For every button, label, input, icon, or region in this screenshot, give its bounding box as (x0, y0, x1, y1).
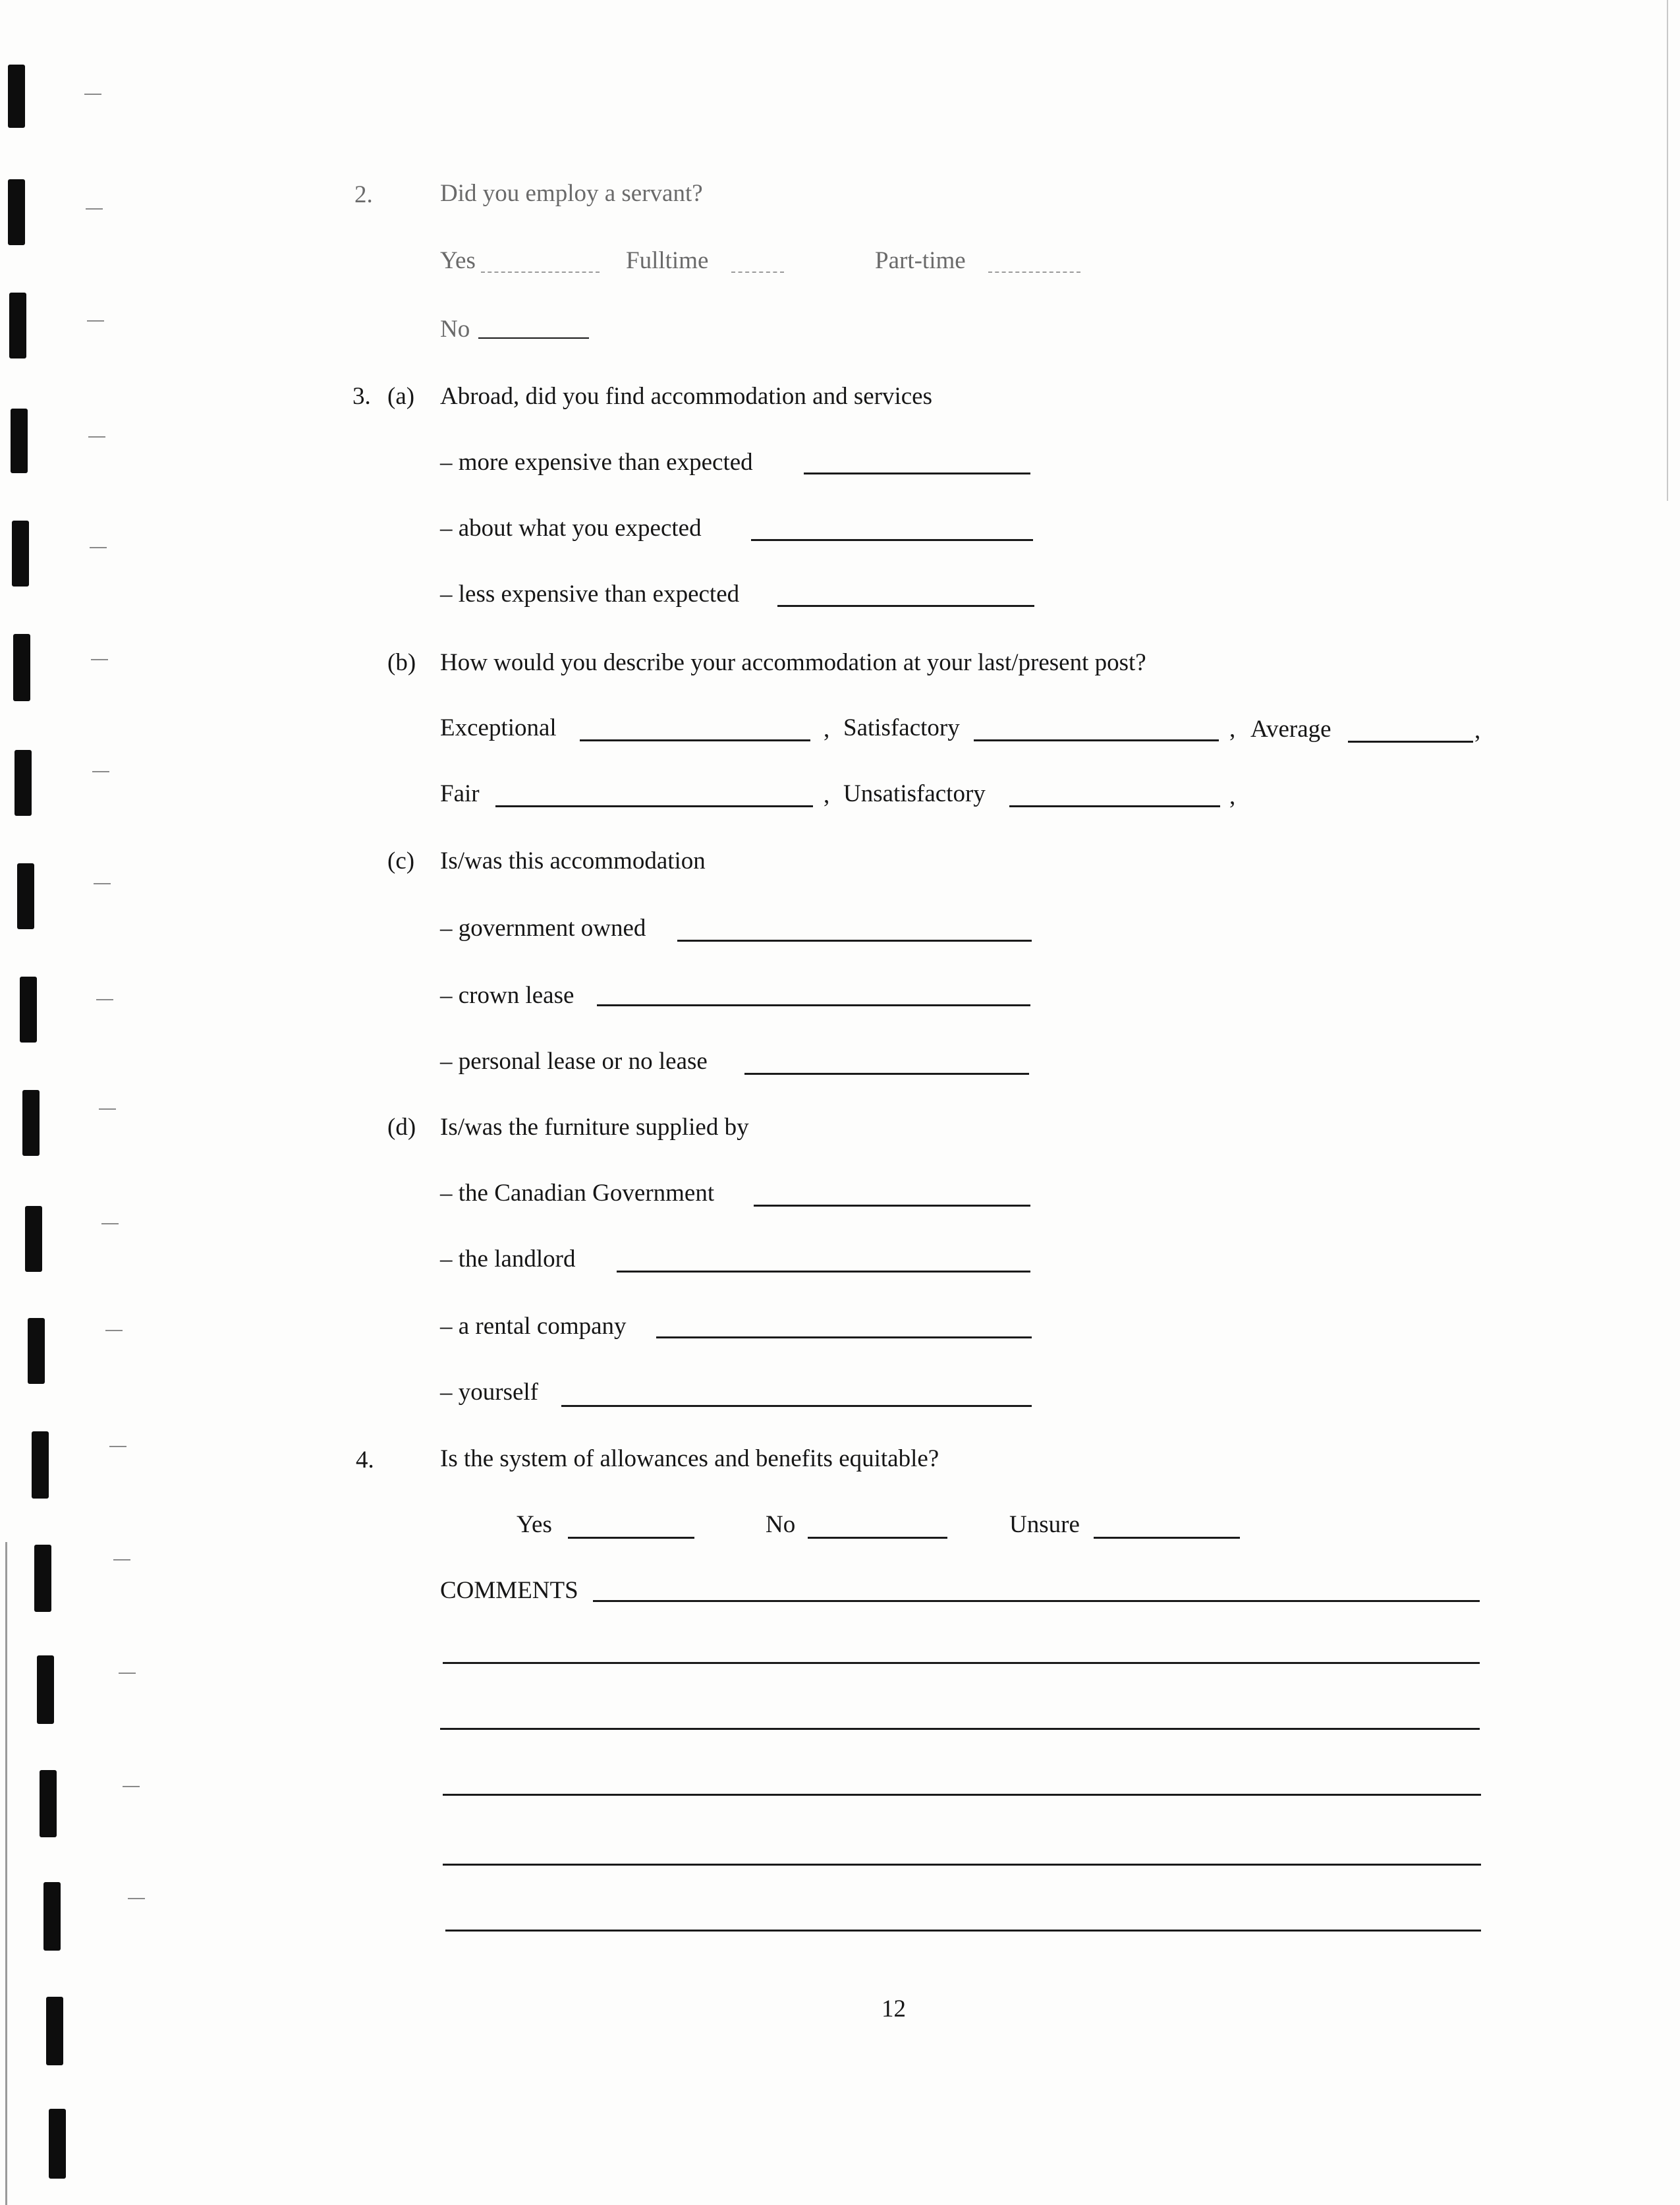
rating-fair-label: Fair (440, 780, 480, 807)
option-label: – personal lease or no lease (440, 1048, 708, 1075)
binder-hole (20, 977, 37, 1043)
comma: , (824, 782, 830, 809)
section-marker-c: (c) (387, 847, 415, 874)
section-marker-b: (b) (387, 649, 416, 676)
fulltime-answer-line[interactable] (731, 272, 784, 273)
answer-line[interactable] (617, 1271, 1030, 1273)
no-answer-line[interactable] (808, 1537, 947, 1539)
option-label: – less expensive than expected (440, 581, 740, 608)
question-text: How would you describe your accommodation at your last/present post? (440, 649, 1146, 676)
rating-unsatisfactory-label: Unsatisfactory (843, 780, 986, 807)
question-number: 2. (354, 181, 373, 208)
question-text: Is/was the furniture supplied by (440, 1114, 749, 1141)
comma: , (1229, 716, 1236, 743)
yes-label: Yes (517, 1511, 552, 1538)
binder-hole (34, 1545, 51, 1612)
binder-tick (87, 320, 104, 322)
option-label: – more expensive than expected (440, 449, 753, 476)
answer-line[interactable] (656, 1336, 1032, 1338)
option-label: – a rental company (440, 1313, 627, 1340)
comments-line[interactable] (443, 1794, 1481, 1796)
option-label: – about what you expected (440, 515, 702, 542)
binder-tick (119, 1673, 136, 1674)
comma: , (1229, 783, 1236, 810)
binder-hole (8, 179, 25, 245)
binder-tick (105, 1330, 123, 1331)
binder-hole (43, 1882, 61, 1951)
binder-tick (101, 1223, 119, 1224)
yes-label: Yes (440, 247, 476, 274)
binder-hole (37, 1655, 54, 1724)
binder-tick (84, 94, 101, 95)
page-number: 12 (882, 1995, 906, 2022)
binder-hole (12, 521, 29, 587)
binder-hole (49, 2109, 66, 2179)
no-label: No (766, 1511, 796, 1538)
binder-hole (28, 1318, 45, 1384)
rating-fair-line[interactable] (495, 805, 813, 807)
option-label: – the Canadian Government (440, 1180, 715, 1207)
question-text: Is/was this accommodation (440, 847, 706, 874)
option-label: – yourself (440, 1379, 538, 1406)
comma: , (1474, 717, 1481, 744)
binder-hole (17, 863, 34, 929)
binder-tick (92, 771, 109, 772)
answer-line[interactable] (804, 472, 1030, 474)
question-number: 3. (352, 383, 371, 410)
binder-hole (9, 293, 26, 358)
binder-tick (91, 659, 108, 660)
option-label: – crown lease (440, 982, 574, 1009)
binder-tick (88, 436, 105, 438)
binder-hole (32, 1431, 49, 1499)
parttime-label: Part-time (875, 247, 966, 274)
question-number: 4. (356, 1446, 374, 1474)
binder-tick (128, 1898, 145, 1899)
binder-tick (99, 1108, 116, 1110)
answer-line[interactable] (754, 1205, 1030, 1207)
answer-line[interactable] (561, 1405, 1032, 1407)
rating-average-label: Average (1250, 716, 1331, 743)
section-marker-a: (a) (387, 383, 415, 410)
comma: , (824, 716, 830, 743)
binder-hole (40, 1770, 57, 1837)
binder-hole (25, 1206, 42, 1272)
binder-tick (109, 1446, 126, 1447)
comments-line[interactable] (443, 1662, 1480, 1664)
no-label: No (440, 316, 470, 343)
answer-line[interactable] (744, 1073, 1029, 1075)
question-text: Is the system of allowances and benefits equitable? (440, 1445, 939, 1472)
unsure-label: Unsure (1009, 1511, 1080, 1538)
parttime-answer-line[interactable] (988, 272, 1080, 273)
yes-answer-line[interactable] (481, 272, 600, 273)
rating-exceptional-label: Exceptional (440, 714, 557, 741)
rating-exceptional-line[interactable] (580, 739, 810, 741)
rating-unsatisfactory-line[interactable] (1009, 805, 1220, 807)
yes-answer-line[interactable] (568, 1537, 694, 1539)
answer-line[interactable] (597, 1004, 1030, 1006)
no-answer-line[interactable] (478, 337, 589, 339)
binder-hole (22, 1090, 40, 1156)
page-edge-right (1667, 0, 1668, 501)
answer-line[interactable] (751, 539, 1033, 541)
binder-hole (13, 634, 30, 701)
answer-line[interactable] (777, 605, 1034, 607)
comments-line[interactable] (443, 1864, 1481, 1866)
question-text: Did you employ a servant? (440, 180, 703, 207)
rating-satisfactory-line[interactable] (974, 739, 1219, 741)
binder-tick (94, 883, 111, 884)
page-edge-left (5, 1542, 7, 2205)
binder-hole (14, 750, 32, 816)
rating-satisfactory-label: Satisfactory (843, 714, 960, 741)
binder-hole (8, 65, 25, 128)
binder-hole (46, 1997, 63, 2065)
binder-tick (123, 1786, 140, 1787)
answer-line[interactable] (677, 940, 1032, 942)
binder-tick (90, 547, 107, 548)
unsure-answer-line[interactable] (1094, 1537, 1240, 1539)
binder-tick (113, 1559, 130, 1561)
binder-tick (86, 208, 103, 210)
comments-line[interactable] (593, 1600, 1480, 1602)
comments-label: COMMENTS (440, 1577, 578, 1604)
rating-average-line[interactable] (1348, 741, 1473, 743)
question-text: Abroad, did you find accommodation and services (440, 383, 932, 410)
option-label: – government owned (440, 915, 646, 942)
option-label: – the landlord (440, 1246, 576, 1273)
binder-tick (96, 999, 113, 1000)
comments-line[interactable] (445, 1930, 1481, 1932)
fulltime-label: Fulltime (626, 247, 709, 274)
comments-line[interactable] (440, 1728, 1480, 1730)
binder-hole (11, 409, 28, 473)
section-marker-d: (d) (387, 1114, 416, 1141)
